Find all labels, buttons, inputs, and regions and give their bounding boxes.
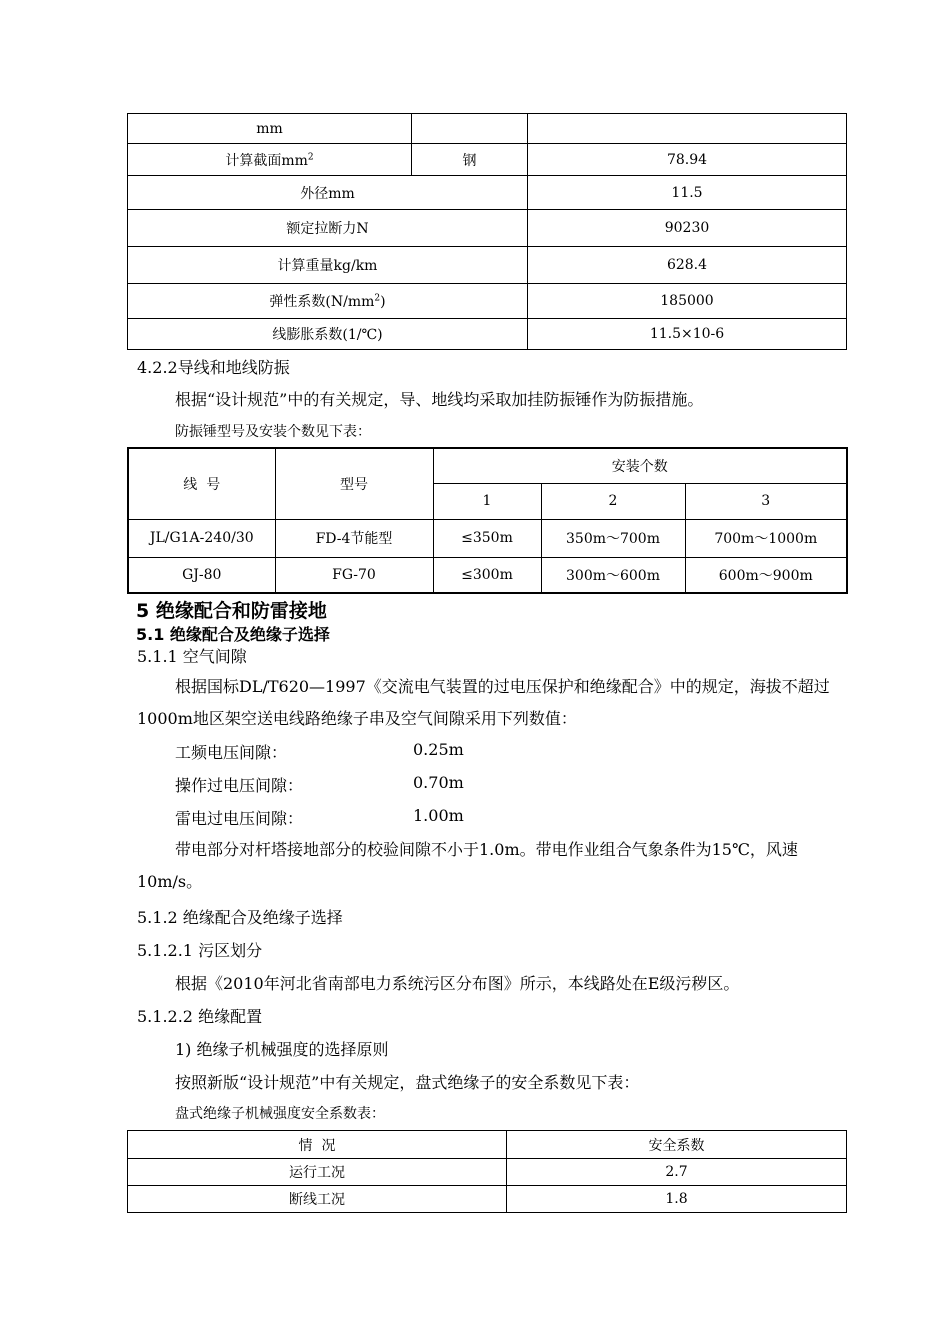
table-row <box>128 114 847 144</box>
cell-c2: 350m～700m <box>541 519 685 557</box>
paragraph: 根据《2010年河北省南部电力系统污区分布图》所示，本线路处在E级污秽区。 <box>175 974 740 993</box>
table-row <box>128 176 847 210</box>
damper-table <box>127 447 848 594</box>
cell-label: 计算重量kg/km <box>128 247 528 284</box>
paragraph: 带电部分对杆塔接地部分的校验间隙不小于1.0m。带电作业组合气象条件为15℃，风速10m/s。 <box>137 840 798 891</box>
section-title-5-1: 5.1 绝缘配合及绝缘子选择 <box>136 625 330 644</box>
cell-c3: 600m～900m <box>685 557 847 593</box>
cell-line: JL/G1A-240/30 <box>128 519 275 557</box>
header-line: 线 号 <box>128 448 275 519</box>
cell-value: 11.5 <box>528 176 847 210</box>
table-row <box>128 284 847 319</box>
cell-label: mm <box>128 114 412 144</box>
cell-value <box>528 114 847 144</box>
cell-mid: 钢 <box>412 144 528 176</box>
cell-value: 185000 <box>528 284 847 319</box>
cell-label: 弹性系数$(N/mm^2)$ <box>128 284 528 319</box>
conductor-params-table <box>127 113 847 350</box>
safety-factor-table <box>127 1130 847 1213</box>
cell-label: 计算截面$mm^2$ <box>128 144 412 176</box>
table-row <box>128 247 847 284</box>
section-heading-5-1-2-1: 5.1.2.1 污区划分 <box>137 941 263 960</box>
table-caption: 防振锤型号及安装个数见下表： <box>175 424 371 440</box>
gap-value: 0.25m <box>413 740 464 759</box>
gap-label: 工频电压间隙： <box>175 743 288 762</box>
section-heading-5-1-2: 5.1.2 绝缘配合及绝缘子选择 <box>137 908 343 927</box>
cell-model: FD-4节能型 <box>275 519 433 557</box>
table-row <box>128 519 847 557</box>
paragraph: 根据“设计规范”中的有关规定，导、地线均采取加挂防振锤作为防振措施。 <box>175 390 704 409</box>
cell-c1: ≤350m <box>433 519 541 557</box>
cell-value: 90230 <box>528 210 847 247</box>
table-row <box>128 319 847 350</box>
cell-value: 11.5×10-6 <box>528 319 847 350</box>
header-install: 安装个数 <box>433 448 847 483</box>
paragraph: 按照新版“设计规范”中有关规定，盘式绝缘子的安全系数见下表： <box>175 1073 640 1092</box>
table-row <box>128 144 847 176</box>
subheader-2: 2 <box>541 483 685 519</box>
gap-value: 1.00m <box>413 806 464 825</box>
cell-value: 78.94 <box>528 144 847 176</box>
cell-label: 外径mm <box>128 176 528 210</box>
cell-mid <box>412 114 528 144</box>
cell-factor: 1.8 <box>507 1186 847 1213</box>
section-heading-5-1-2-2: 5.1.2.2 绝缘配置 <box>137 1007 263 1026</box>
cell-c2: 300m～600m <box>541 557 685 593</box>
header-model: 型号 <box>275 448 433 519</box>
table-header-row <box>128 448 847 483</box>
cell-condition: 断线工况 <box>128 1186 507 1213</box>
table-caption: 盘式绝缘子机械强度安全系数表： <box>175 1106 385 1122</box>
section-heading-4-2-2: 4.2.2导线和地线防振 <box>137 358 290 377</box>
cell-model: FG-70 <box>275 557 433 593</box>
cell-label: 线膨胀系数(1/℃) <box>128 319 528 350</box>
header-factor: 安全系数 <box>507 1131 847 1159</box>
subheader-1: 1 <box>433 483 541 519</box>
table-row <box>128 1159 847 1186</box>
cell-factor: 2.7 <box>507 1159 847 1186</box>
table-row <box>128 1186 847 1213</box>
paragraph: 根据国标DL/T620—1997《交流电气装置的过电压保护和绝缘配合》中的规定，海拔不超过1000m地区架空送电线路绝缘子串及空气间隙采用下列数值： <box>137 677 830 728</box>
list-item: 1) 绝缘子机械强度的选择原则 <box>175 1040 389 1059</box>
cell-line: GJ-80 <box>128 557 275 593</box>
cell-c1: ≤300m <box>433 557 541 593</box>
table-header-row <box>128 1131 847 1159</box>
section-title-5: 5 绝缘配合和防雷接地 <box>136 600 327 622</box>
section-heading-5-1-1: 5.1.1 空气间隙 <box>137 647 247 666</box>
gap-label: 雷电过电压间隙： <box>175 809 304 828</box>
gap-label: 操作过电压间隙： <box>175 776 304 795</box>
table-row <box>128 210 847 247</box>
cell-value: 628.4 <box>528 247 847 284</box>
cell-label: 额定拉断力N <box>128 210 528 247</box>
gap-value: 0.70m <box>413 773 464 792</box>
cell-condition: 运行工况 <box>128 1159 507 1186</box>
table-row <box>128 557 847 593</box>
subheader-3: 3 <box>685 483 847 519</box>
header-condition: 情 况 <box>128 1131 507 1159</box>
cell-c3: 700m～1000m <box>685 519 847 557</box>
